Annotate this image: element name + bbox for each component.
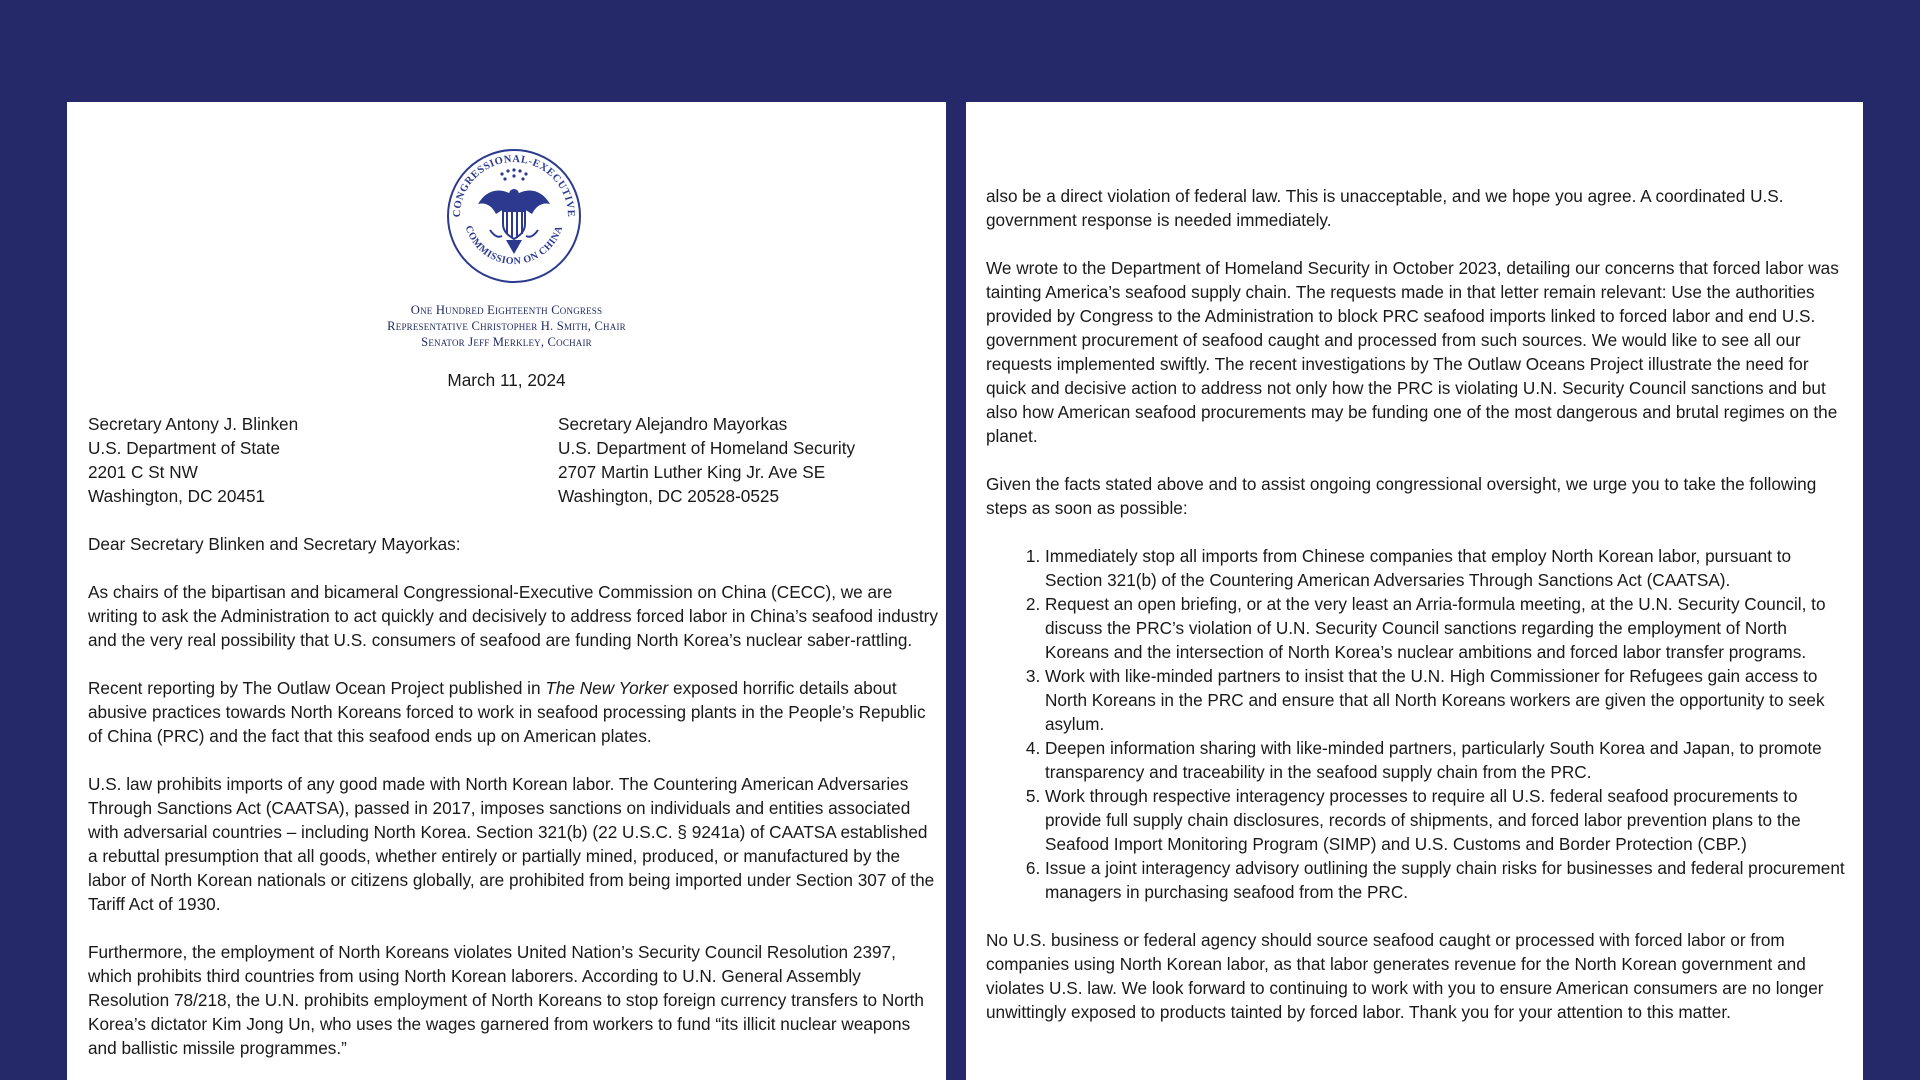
seal-ring-top: CONGRESSIONAL-EXECUTIVE (451, 153, 577, 218)
recipient-department: U.S. Department of State (88, 438, 281, 458)
recipient-address-1 (88, 412, 298, 508)
paragraph (88, 676, 940, 748)
action-step: 3. Work with like-minded partners to insist that the U.N. High Commissioner for Refugees gain access to North Koreans in the PRC and ensure that all North Koreans workers are given the opportunity to seek asylum. (1045, 664, 1848, 736)
paragraph: No U.S. business or federal agency should source seafood caught or processed with forced labor or from companies using North Korean labor, as that labor generates revenue for the North Korean government and violates U.S. law. We look forward to continuing to work with you to ensure American consumers are no longer unwittingly exposed to products tainted by forced labor. Thank you for your attention to this matter. (986, 930, 1824, 1022)
paragraph: U.S. law prohibits imports of any good made with North Korean labor. The Countering American Adversaries Through Sanctions Act (CAATSA), passed in 2017, imposes sanctions on individuals and entities associated with adversarial countries – including North Korea. Section 321(b) (22 U.S.C. § 9241a) of CAATSA established a rebuttal presumption that all goods, whether entirely or partially mined, produced, or manufactured by the labor of North Korean nationals or citizens globally, are prohibited from being imported under Section 307 of the Tariff Act of 1930. (88, 774, 935, 914)
letterhead-chair: Representative Christopher H. Smith, Chair (387, 319, 626, 333)
action-step: 6. Issue a joint interagency advisory outlining the supply chain risks for businesses and federal procurement managers in purchasing seafood from the PRC. (1045, 856, 1848, 904)
recipient-city: Washington, DC 20451 (88, 486, 266, 506)
eagle-seal-icon (442, 144, 587, 289)
salutation: Dear Secretary Blinken and Secretary Mayorkas: (88, 534, 461, 554)
recipient-city: Washington, DC 20528-0525 (558, 486, 780, 506)
action-steps-list (986, 544, 1848, 904)
letter-body-page-2 (986, 184, 1848, 1048)
paragraph-text: exposed horrific details about abusive practices towards North Koreans forced to work in seafood processing plants in the People’s Republic of China (PRC) and the fact that this seafood ends up on American plates. (88, 678, 926, 746)
letterhead-cochair: Senator Jeff Merkley, Cochair (421, 335, 592, 349)
paragraph: also be a direct violation of federal law. This is unacceptable, and we hope you agree. A coordinated U.S. government response is needed immediately. (986, 186, 1784, 230)
paragraph: Given the facts stated above and to assist ongoing congressional oversight, we urge you to take the following steps as soon as possible: (986, 474, 1817, 518)
action-step: 4. Deepen information sharing with like-minded partners, particularly South Korea and Japan, to promote transparency and traceability in the seafood supply chain from the PRC. (1045, 736, 1848, 784)
recipient-name: Secretary Antony J. Blinken (88, 414, 299, 434)
letterhead-congress: One Hundred Eighteenth Congress (410, 303, 603, 317)
recipient-street: 2707 Martin Luther King Jr. Ave SE (558, 462, 826, 482)
recipient-department: U.S. Department of Homeland Security (558, 438, 856, 458)
action-step: 5. Work through respective interagency processes to require all U.S. federal seafood procurements to provide full supply chain disclosures, records of shipments, and forced labor prevention plans to the Seafood Import Monitoring Program (SIMP) and U.S. Customs and Border Protection (CBP.) (1045, 784, 1848, 856)
paragraph: We wrote to the Department of Homeland Security in October 2023, detailing our concerns that forced labor was tainting America’s seafood supply chain. The requests made in that letter remain relevant: Use the authorities provided by Congress to the Administration to block PRC seafood imports linked to forced labor and end U.S. government procurement of seafood caught and processed from such sources. We would like to see all our requests implemented swiftly. The recent investigations by The Outlaw Oceans Project illustrate the need for quick and decisive action to address not only how the PRC is violating U.N. Security Council sanctions and but also how American seafood procurements may be funding one of the most dangerous and brutal regimes on the planet. (986, 258, 1839, 446)
action-step: 1. Immediately stop all imports from Chinese companies that employ North Korean labor, pursuant to Section 321(b) of the Countering American Adversaries Through Sanctions Act (CAATSA). (1045, 544, 1848, 592)
letterhead (67, 302, 946, 350)
publication-title: The New Yorker (545, 678, 669, 698)
seal-ring-bottom: COMMISSION ON CHINA (462, 224, 566, 268)
letter-page-1 (67, 102, 946, 1080)
action-step: 2. Request an open briefing, or at the very least an Arria-formula meeting, at the U.N. Security Council, to discuss the PRC’s violation of U.N. Security Council sanctions regarding the employment of North Koreans and the intersection of North Korea’s nuclear ambitions and forced labor transfer programs. (1045, 592, 1848, 664)
paragraph-text: Recent reporting by The Outlaw Ocean Project published in (88, 678, 546, 698)
paragraph: Furthermore, the employment of North Koreans violates United Nation’s Security Council Resolution 2397, which prohibits third countries from using North Korean laborers. According to U.N. General Assembly Resolution 78/218, the U.N. prohibits employment of North Koreans to stop foreign currency transfers to North Korea’s dictator Kim Jong Un, who uses the wages garnered from workers to fund “its illicit nuclear weapons and ballistic missile programmes.” (88, 942, 924, 1058)
letter-body-page-1 (88, 532, 940, 1080)
recipient-name: Secretary Alejandro Mayorkas (558, 414, 788, 434)
letter-page-2 (966, 102, 1863, 1080)
recipient-address-2 (558, 412, 855, 508)
paragraph: As chairs of the bipartisan and bicameral Congressional-Executive Commission on China (CECC), we are writing to ask the Administration to act quickly and decisively to address forced labor in China’s seafood industry and the very real possibility that U.S. consumers of seafood are funding North Korea’s nuclear saber-rattling. (88, 582, 938, 650)
recipient-street: 2201 C St NW (88, 462, 198, 482)
letter-date: March 11, 2024 (447, 370, 566, 390)
cecc-seal (442, 144, 587, 289)
